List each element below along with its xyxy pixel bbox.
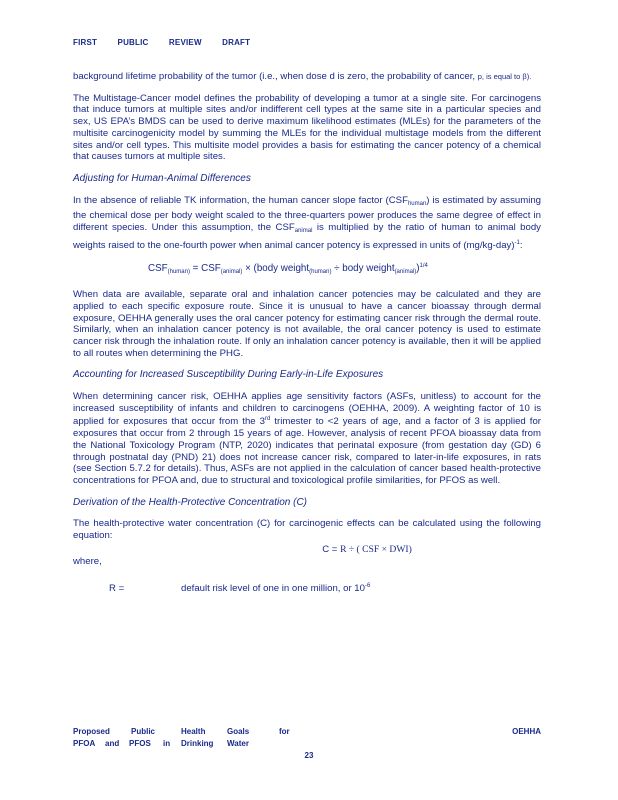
paragraph-routes: When data are available, separate oral and inhalation cancer potencies may be calculated and they are applied to each specific exposure route. Since it is unusual to have a cancer bioassay through dermal exposure, OEHHA generally uses the oral cancer potency for estimating cancer risk through the dermal route. Similarly, when an inhalation cancer potency is not available, the oral cancer potency is used to estimate cancer risk through the inhalation route. If only an inhalation cancer potency is available, then it will be applied to all routes when determining the PHG.	[73, 289, 541, 359]
footer-agency: OEHHA	[512, 727, 541, 736]
heading-human-animal: Adjusting for Human-Animal Differences	[73, 172, 251, 184]
where-label: where,	[73, 555, 102, 567]
paragraph-tk-scaling: In the absence of reliable TK information, the human cancer slope factor $(CSF_{human})$ is estimated by assuming the chemical dose per body weight scaled to the three-quarters power produces the same degree of effect in different species. Under this assumption, the $CSF_{animal}$ is multiplied by the ratio of human to animal body weights raised to the one-fourth power when animal cancer potency is expressed in units of $(mg/kg-day)^{-1}$:	[73, 194, 542, 251]
risk-definition: R = default risk level of one in one million, or $10^{-6}$	[109, 583, 371, 595]
page-number: 23	[304, 751, 314, 760]
csf-equation: $CSF_{(human)} = CSF_{(animal)}$ × (body weight$_{(human)}$ ÷ body weight$_{(animal)}$)$^{1/4}$	[148, 263, 428, 276]
concentration-equation: C = R ÷ ( CSF × DWI)	[322, 543, 412, 555]
page-footer: Proposed Public Health Goals for OEHHA PFOA and PFOS in Drinking Water	[73, 727, 541, 748]
paragraph-asf: When determining cancer risk, OEHHA applies age sensitivity factors (ASFs, unitless) to account for the increased susceptibility of infants and children to carcinogens (OEHHA, 2009). A weighting factor of 10 is applied for exposures that occur from the 3rd trimester to <2 years of age, and a factor of 3 is applied for exposures that occur from 2 through 15 years of age. However, analysis of recent PFOA bioassay data from the National Toxicology Program (NTP, 2020) indicates that perinatal exposure (from gestation day (GD) 6 through postnatal day (PND) 21) does not increase cancer risk, compared to later-in-life exposures, in rats (see Section 5.7.2 for details). Thus, ASFs are not applied in the calculation of cancer based health-protective concentrations for PFOA and, due to structural and toxicological profile similarities, for PFOS as well.	[73, 391, 541, 486]
draft-header: FIRST PUBLIC REVIEW DRAFT	[73, 38, 251, 47]
paragraph-tumor-probability: background lifetime probability of the tumor (i.e., when dose d is zero, the probability of cancer, p, is equal to β).	[73, 71, 532, 82]
paragraph-multistage-model: The Multistage-Cancer model defines the probability of developing a tumor at a single site. For carcinogens that induce tumors at multiple sites and/or indifferent cell types at the same site in a particular species and sex, US EPA’s BMDS can be used to derive maximum likelihood estimates (MLEs) for the parameters of the multisite carcinogenicity model by summing the MLEs for the individual multistage models from the different sites and/or cell types. This multisite model provides a basis for estimating the cancer potency of a chemical that causes tumors at multiple sites.	[73, 92, 541, 163]
heading-early-life: Accounting for Increased Susceptibility During Early-in-Life Exposures	[73, 369, 384, 381]
body-text	[73, 71, 541, 595]
paragraph-health-protective: The health-protective water concentration (C) for carcinogenic effects can be calculated using the following equation:	[73, 518, 541, 542]
heading-derivation: Derivation of the Health-Protective Concentration (C)	[73, 496, 307, 508]
